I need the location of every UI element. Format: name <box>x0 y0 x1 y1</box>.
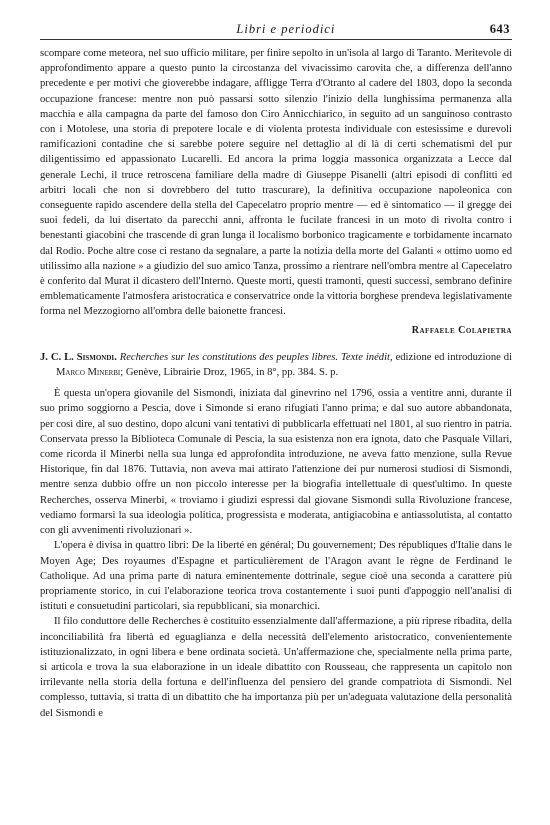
running-head-title: Libri e periodici <box>236 22 336 36</box>
review-paragraph: Il filo conduttore delle Recherches è costituito essenzialmente dall'affermazione, a più riprese ribadita, della inconciliabilità fra libertà ed eguaglianza e della necessità dell'elemento aristocratico, convenientemente istituzionalizzato, in ogni libera e bene ordinata società. Un'affermazione che, specialmente nella prima parte, si articola e trova la sua elaborazione in un ideale dibattito con Rousseau, che rappresenta un capitolo non irrilevante nella storia della fortuna e dell'influenza del pensiero del grande compatriota di Sismondi. Nel complesso, tuttavia, si tratta di un dibattito che ha importanza più per un'adeguata valutazione della personalità del Sismondi e <box>40 616 512 719</box>
article-body <box>40 46 512 721</box>
review-signature: Raffaele Colapietra <box>411 324 512 336</box>
edition-prefix: edizione ed introduzione di <box>395 351 513 363</box>
publication-details: ; Genève, Librairie Droz, 1965, in 8°, pp. 384. S. p. <box>120 367 339 379</box>
review-bibliographic-entry <box>40 350 512 380</box>
review-continuation-paragraph: scompare come meteora, nel suo ufficio militare, per finire sepolto in un'isola al largo di Taranto. Meritevole di approfondimento appare a questo punto la circostanza del vivacissimo carovita che, a differenza dell'anno precedente e per motivi che gioverebbe indagare, affligge Terra d'Otranto al cadere del 1803, dopo la seconda occupazione francese: mentre non può passarsi sotto silenzio l'inizio della lunghissima permanenza alla macchia e alla campagna da parte del famoso don Ciro Annicchiarico, in seguito ad un sanguinoso contrasto con i Motolese, una storia di prepotere locale e di violenta protesta individuale con estesissime e durevoli ramificazioni contadine che si sarebbe potere seguire nel dettaglio al di là di certi schematismi del pur diligentissimo ed appassionato Lucarelli. Ed ancora la prima loggia massonica organizzata a Lecce dal generale Lechi, il truce retroscena familiare della madre di Giuseppe Pisanelli (altri episodi di conflitti ed arbitri locali che non si dovrebbero del tutto trascurare), la definitiva occupazione napoleonica con conseguente rapido ascendere della stella del Capecelatro proprio mentre — ed è sintomatico — il gregge dei suoi fedeli, da lui disertato da parecchi anni, affronta le fucilate francesi in un moto di rivolta contro i benestanti giacobini che trascende di gran lunga il localismo borbonico tragicamente e torbidamente incarnato dal Rodio. Poche altre cose ci restano da segnalare, a parte la notizia della morte del Galanti « ottimo uomo ed utilissimo alla nazione » a giudizio del suo amico Tanza, prossimo a rientrare nell'ombra mentre al Capecelatro è conferito dal Murat il dicastero dell'Interno. Queste morti, questi tramonti, questi successi, sembrano definire emblematicamente l'atmosfera aristocratica e conservatrice onde la vittoria borghese prendeva legislativamente forma nel Mezzogiorno all'ombra delle baionette francesi. <box>40 48 512 318</box>
review-paragraph: L'opera è divisa in quattro libri: De la liberté en général; Du gouvernement; Des républiques d'Italie dans le Moyen Age; Des royaumes d'Espagne et particulièrement de l'Aragon avant le règne de Ferdinand le Catholique. Ad una prima parte di natura eminentemente dottrinale, segue cioè una seconda a carattere più propriamente storico, in cui l'elaborazione teorica trova costantemente i suoi punti d'appoggio nell'analisi di istituti e consuetudini particolari, sia repubblicani, sia monarchici. <box>40 540 512 613</box>
reviewed-author: J. C. L. Sismondi. <box>40 351 117 363</box>
running-head <box>40 22 512 40</box>
reviewed-title: Recherches sur les constitutions des peuples libres. Texte inédit, <box>119 351 393 363</box>
page-number: 643 <box>489 22 510 36</box>
editor-name: Marco Minerbi <box>56 367 121 379</box>
review-paragraph: È questa un'opera giovanile del Sismondi, iniziata dal ginevrino nel 1796, ossia a ventitre anni, durante il suo primo soggiorno a Pescia, dove i Simonde si erano rifugiati l'anno prima; e dal suo autore abbandonata, per così dire, al suo destino, dopo alcuni vani tentativi di pubblicarla effettuati nel 1801, al suo rientro in patria. Conservata presso la Biblioteca Comunale di Pescia, la sua esistenza non era ignota, dato che Pasquale Villari, come ricorda il Minerbi nella sua lunga ed approfondita introduzione, ne aveva fatto menzione, sulla Revue Historique, fin dal 1876. Tuttavia, non aveva mai attirato l'attenzione dei pur numerosi studiosi di Sismondi, mentre senza dubbio offre un non piccolo interesse per la biografia intellettuale di quest'ultimo. In queste Recherches, osserva Minerbi, « troviamo i giudizi espressi dal giovane Sismondi sulla Rivoluzione francese, vediamo formarsi la sua ideologia politica, progressista e moderata, antigiacobina e antiassolutista, al contatto con gli avvenimenti rivoluzionari ». <box>40 388 512 537</box>
book-page <box>40 22 512 721</box>
